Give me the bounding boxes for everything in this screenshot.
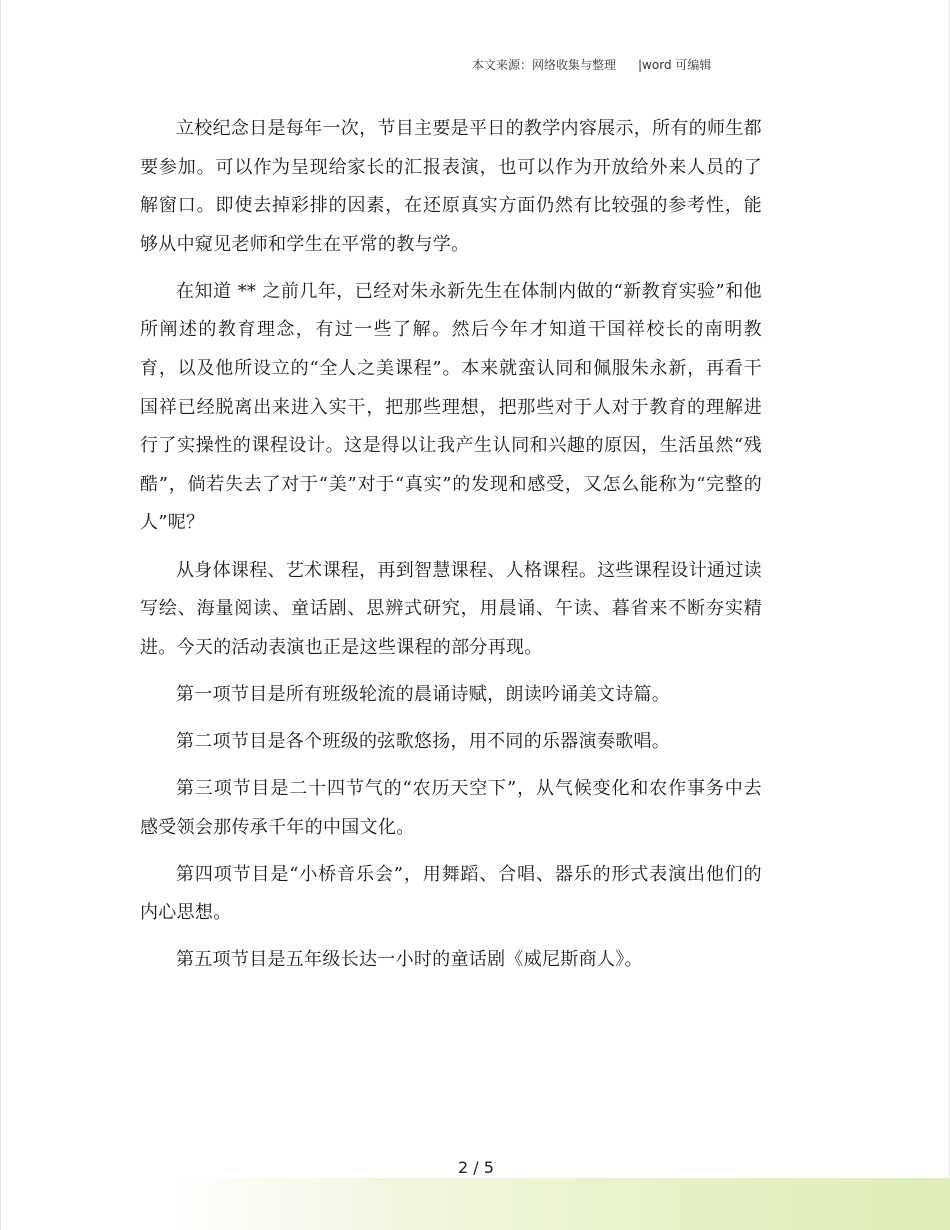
header-edit-label: |word 可编辑	[638, 58, 712, 72]
body-paragraph: 立校纪念日是每年一次，节目主要是平日的教学内容展示，所有的师生都要参加。可以作为呈现给家长的汇报表演，也可以作为开放给外来人员的了解窗口。即使去掉彩排的因素，在还原真实方面仍然有比较强的参考性，能够从中窥见老师和学生在平常的教与学。	[140, 118, 762, 255]
document-body	[140, 110, 762, 988]
page-header	[472, 56, 711, 73]
body-paragraph: 第一项节目是所有班级轮流的晨诵诗赋，朗读吟诵美文诗篇。	[176, 683, 671, 705]
header-source-label: 本文来源：网络收集与整理	[472, 58, 617, 72]
body-paragraph: 第四项节目是“小桥音乐会”，用舞蹈、合唱、器乐的形式表演出他们的内心思想。	[140, 863, 762, 924]
body-paragraph: 在知道 ** 之前几年，已经对朱永新先生在体制内做的“新教育实验”和他所阐述的教育理念，有过一些了解。然后今年才知道干国祥校长的南明教育，以及他所设立的“全人之美课程”。本来就蛮认同和佩服朱永新，再看干国祥已经脱离出来进入实干，把那些理想，把那些对于人对于教育的理解进行了实操性的课程设计。这是得以让我产生认同和兴趣的原因，生活虽然“残酷”，倘若失去了对于“美”对于“真实”的发现和感受，又怎么能称为“完整的人”呢？	[140, 280, 762, 534]
page-number: 2 / 5	[458, 1158, 494, 1177]
body-paragraph: 第五项节目是五年级长达一小时的童话剧《威尼斯商人》。	[176, 949, 643, 971]
body-paragraph: 第三项节目是二十四节气的“农历天空下”，从气候变化和农作事务中去感受领会那传承千年的中国文化。	[140, 778, 762, 838]
body-paragraph: 从身体课程、艺术课程，再到智慧课程、人格课程。这些课程设计通过读写绘、海量阅读、童话剧、思辨式研究，用晨诵、午读、暮省来不断夯实精进。今天的活动表演也正是这些课程的部分再现。	[140, 559, 762, 658]
footer-decorative-band	[1, 1178, 950, 1230]
body-paragraph: 第二项节目是各个班级的弦歌悠扬，用不同的乐器演奏歌唱。	[176, 730, 671, 752]
